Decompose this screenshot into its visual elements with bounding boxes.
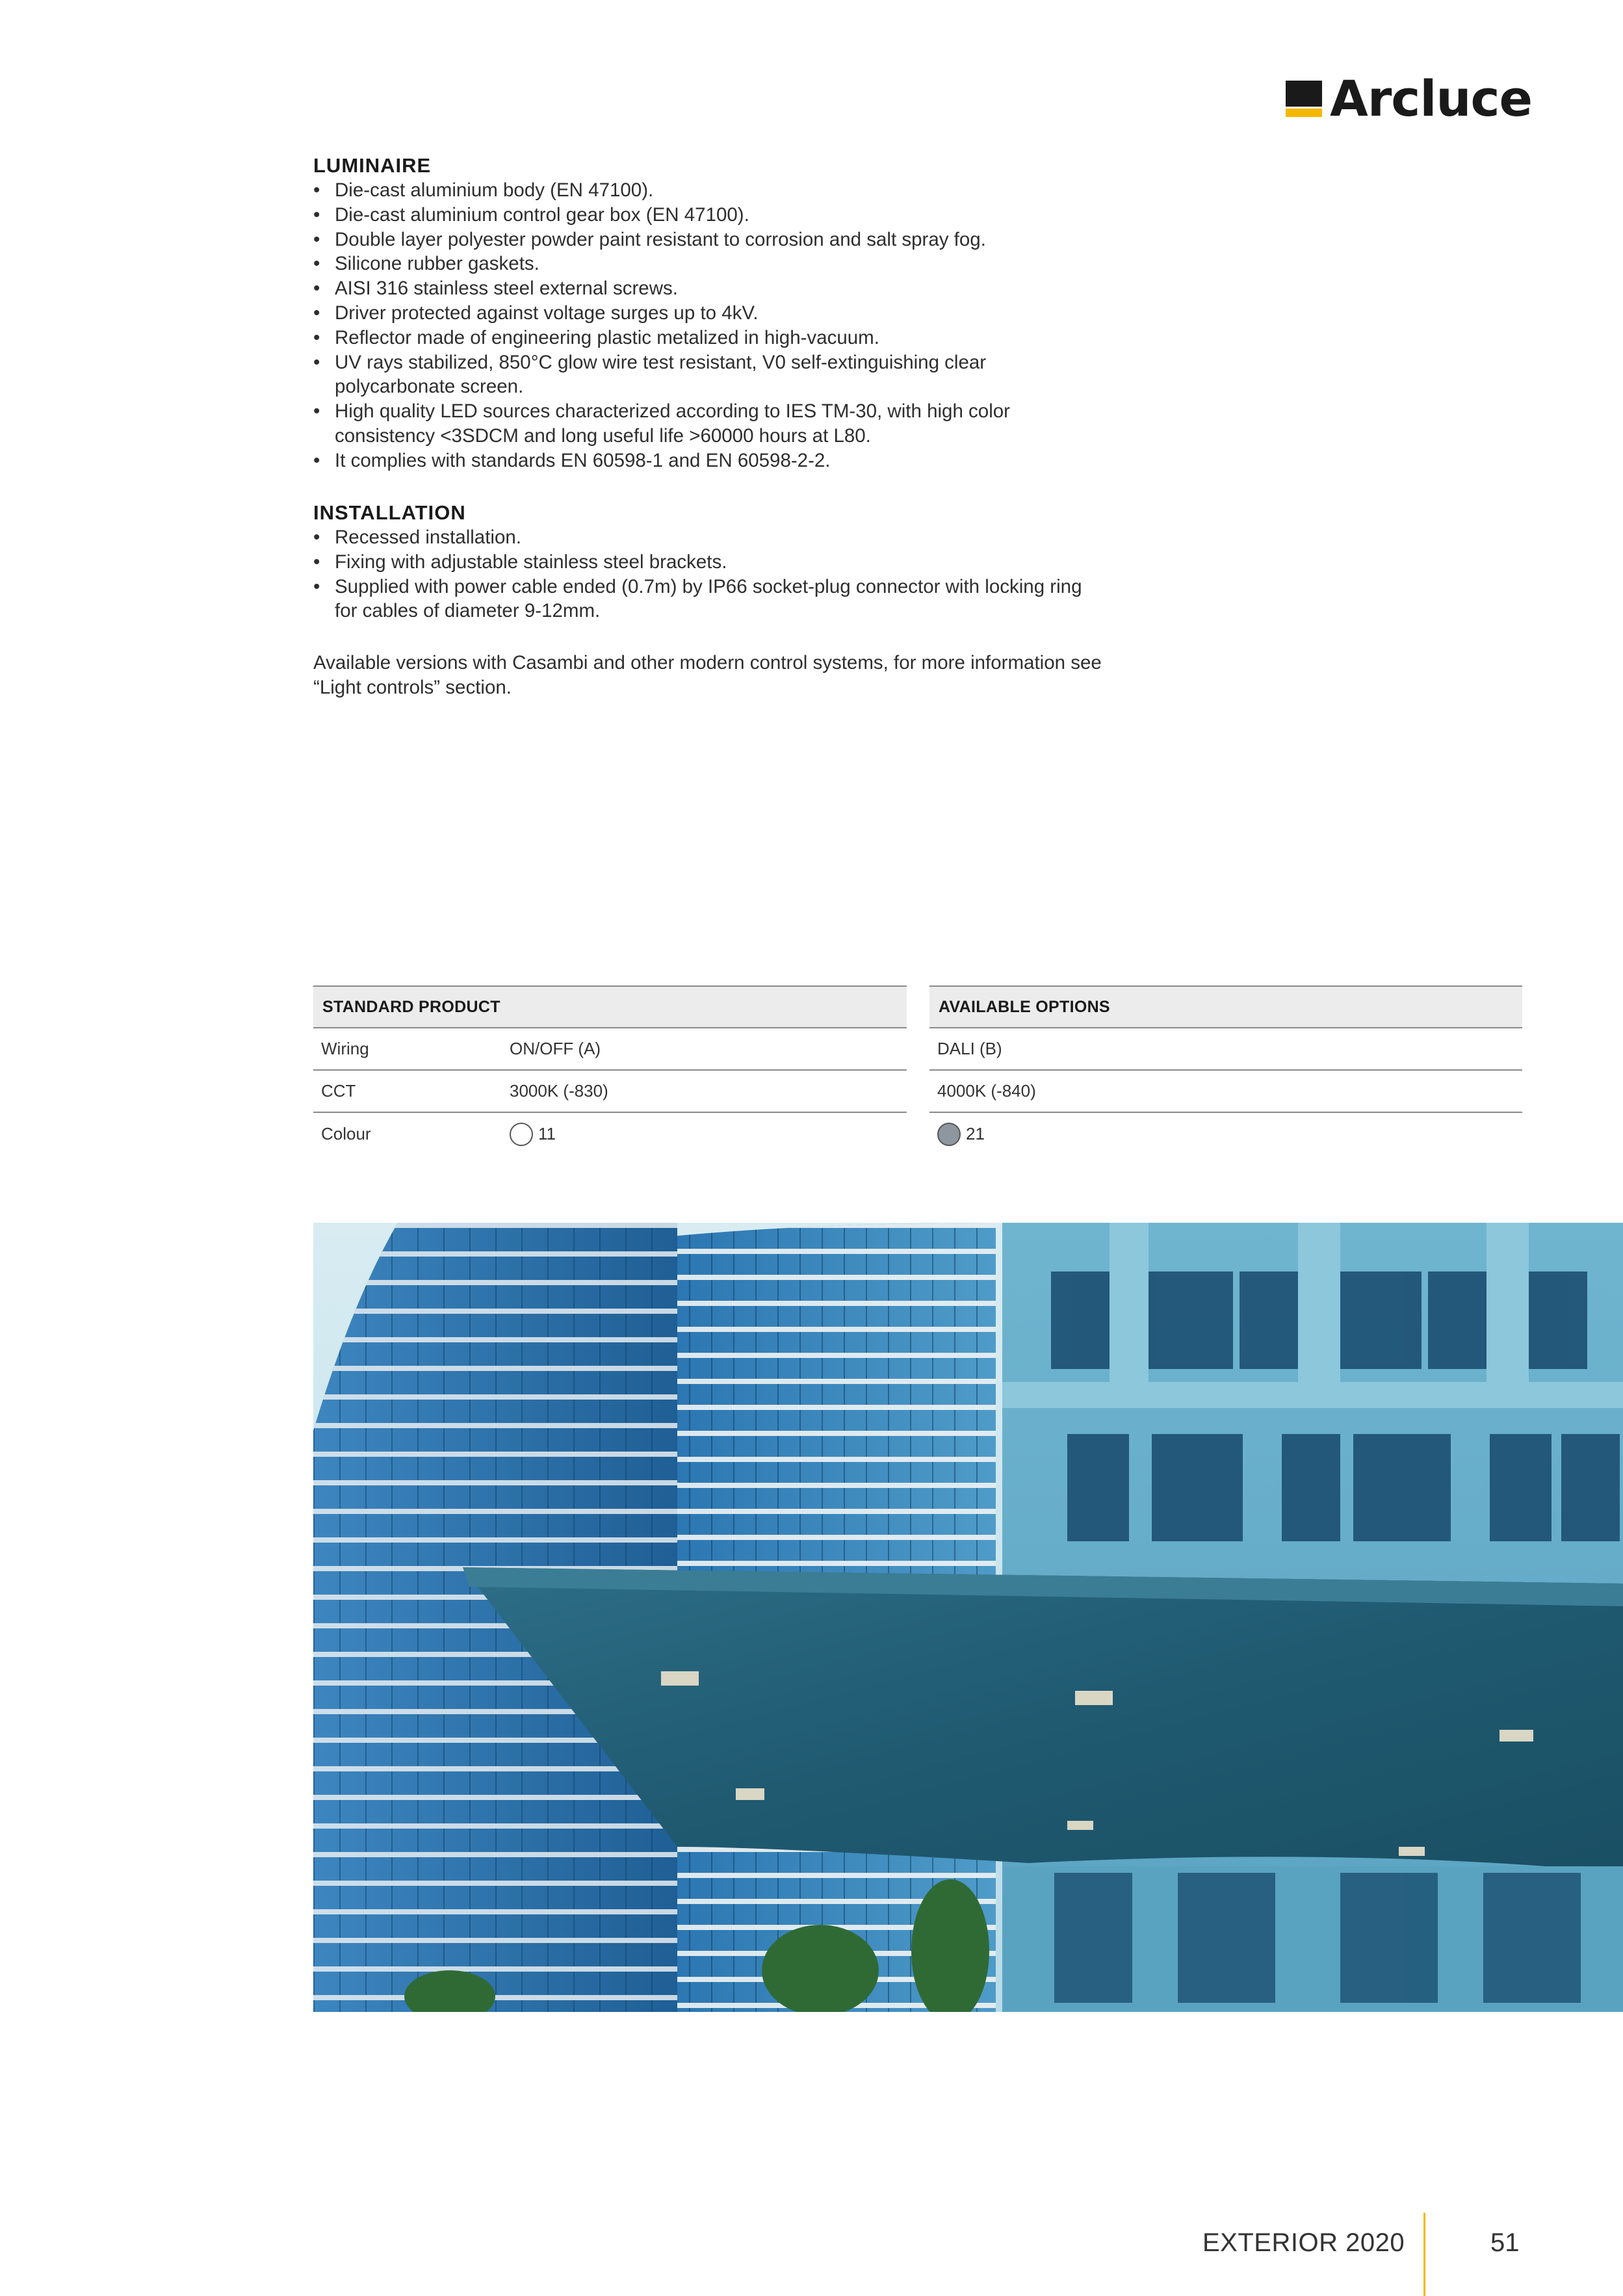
list-item: • AISI 316 stainless steel external screws. — [313, 276, 1119, 301]
list-item: • Double layer polyester powder paint resistant to corrosion and salt spray fog. — [313, 228, 1119, 252]
available-options-table — [929, 985, 1522, 1155]
row-value-cell — [929, 1123, 985, 1146]
page-number: 51 — [1490, 2228, 1520, 2257]
row-label: Colour — [321, 1124, 371, 1143]
availability-note: Available versions with Casambi and other modern control systems, for more information see “Light controls” section. — [313, 652, 1102, 698]
installation-list — [313, 525, 1119, 623]
list-item: • Reflector made of engineering plastic metalized in high-vacuum. — [313, 326, 1119, 350]
list-item: • Driver protected against voltage surges up to 4kV. — [313, 301, 1119, 326]
luminaire-list — [313, 178, 1119, 473]
list-item: • Die-cast aluminium control gear box (EN 47100). — [313, 203, 1119, 228]
standard-product-table — [313, 985, 907, 1155]
table-row — [929, 1028, 1522, 1071]
footer-section-label: EXTERIOR 2020 — [1202, 2228, 1405, 2257]
list-item: • Die-cast aluminium body (EN 47100). — [313, 178, 1119, 203]
installation-section — [313, 501, 1119, 623]
list-item: • Supplied with power cable ended (0.7m) by IP66 socket-plug connector with locking ring for cables of diameter 9-12mm. — [313, 575, 1102, 624]
table-row — [313, 1113, 907, 1155]
row-value: 11 — [538, 1124, 556, 1143]
building-canopy-photo — [313, 1223, 1623, 2012]
row-label: Wiring — [321, 1039, 369, 1058]
table-row — [929, 1113, 1522, 1155]
list-item: • Fixing with adjustable stainless steel brackets. — [313, 550, 1119, 575]
table-row — [313, 1071, 907, 1113]
row-value: 21 — [966, 1124, 985, 1143]
table-header: AVAILABLE OPTIONS — [929, 987, 1522, 1028]
list-item: • Recessed installation. — [313, 525, 1119, 550]
list-item: • Silicone rubber gaskets. — [313, 252, 1119, 276]
table-row — [929, 1071, 1522, 1113]
installation-heading: INSTALLATION — [313, 501, 466, 524]
colour-swatch-icon — [937, 1123, 961, 1146]
row-label: CCT — [321, 1081, 356, 1101]
row-value-cell — [510, 1123, 907, 1146]
luminaire-heading: LUMINAIRE — [313, 154, 432, 177]
list-item: • It complies with standards EN 60598-1 and EN 60598-2-2. — [313, 449, 1119, 473]
list-item: • UV rays stabilized, 850°C glow wire test resistant, V0 self-extinguishing clear polycarbonate screen. — [313, 350, 1024, 400]
row-value: 4000K (-840) — [937, 1081, 1036, 1101]
logo-text: Arcluce — [1330, 70, 1533, 127]
row-value: 3000K (-830) — [510, 1081, 608, 1101]
table-row — [313, 1028, 907, 1071]
colour-swatch-icon — [510, 1123, 533, 1146]
footer-divider — [1423, 2213, 1425, 2296]
brand-logo — [1286, 70, 1533, 127]
table-header: STANDARD PRODUCT — [313, 987, 907, 1028]
luminaire-section — [313, 153, 1119, 473]
logo-mark-icon — [1286, 81, 1322, 117]
list-item: • High quality LED sources characterized according to IES TM-30, with high color consistency <3SDCM and long useful life >60000 hours at L80. — [313, 399, 1082, 449]
row-value: DALI (B) — [937, 1039, 1002, 1058]
row-value: ON/OFF (A) — [510, 1039, 601, 1058]
